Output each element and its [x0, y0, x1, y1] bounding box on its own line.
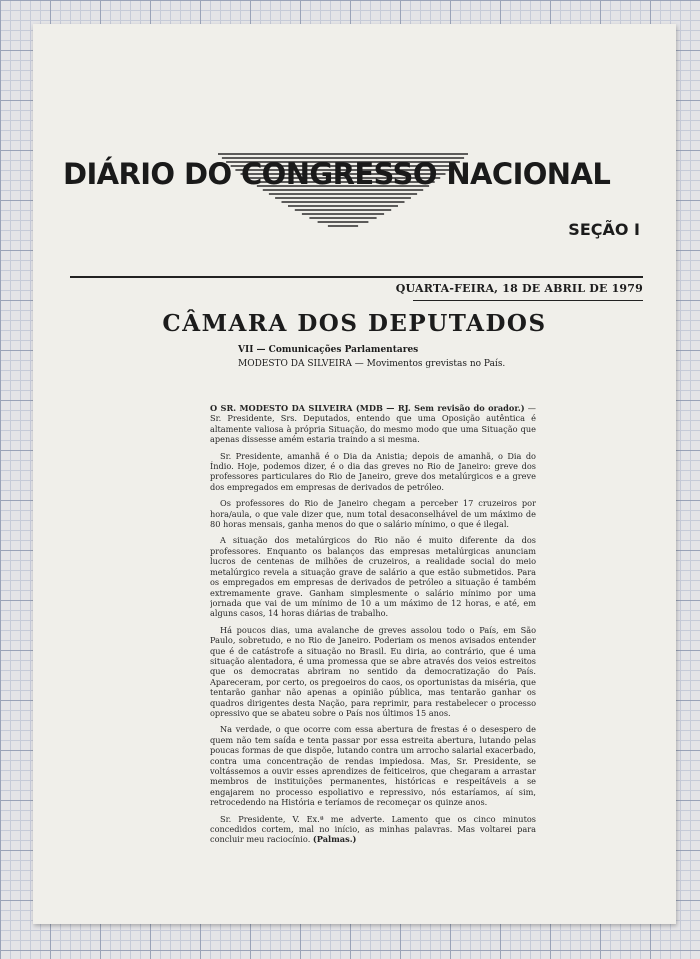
subheading — [238, 359, 505, 369]
subheading-topic: — Movimentos grevistas no País. — [354, 359, 506, 369]
section-heading: VII — Comunicações Parlamentares — [238, 345, 419, 355]
date-rule — [413, 300, 643, 301]
newspaper-page — [33, 24, 676, 924]
speech-column — [210, 403, 536, 873]
speech-lead-paragraph — [210, 403, 536, 445]
speech-closing: Sr. Presidente, V. Ex.ª me adverte. Lamento que os cinco minutos concedidos cortem, mal no início, as minhas palavras. Mas voltarei para concluir meu raciocínio. — [210, 813, 536, 845]
speech-paragraph: Os professores do Rio de Janeiro chegam a perceber 17 cruzeiros por hora/aula, o que vale dizer que, num total desaconselhável de um máximo de 80 horas mensais, ganha menos do que o salário mínimo, o que é ilegal. — [210, 498, 536, 530]
speech-paragraph: A situação dos metalúrgicos do Rio não é muito diferente da dos professores. Enquanto os balanços das empresas metalúrgicas anunciam lucros de centenas de milhões de cruzeiros, a realidade social do meio metalúrgico revela a situação grave de salário a que estão submetidos. Para os empregados em empresas de derivados de petróleo a situação é também extremamente grave. Ganham simplesmente o salário mínimo por uma jornada que vai de um mínimo de 10 a um máximo de 12 horas, e até, em alguns casos, 14 horas diárias de trabalho. — [210, 535, 536, 619]
speaker-intro: O SR. MODESTO DA SILVEIRA (MDB — RJ. Sem revisão do orador.) — [210, 403, 525, 413]
bleed-through-text — [283, 92, 423, 108]
chamber-title: CÂMARA DOS DEPUTADOS — [162, 310, 547, 337]
issue-date: QUARTA-FEIRA, 18 DE ABRIL DE 1979 — [395, 282, 643, 295]
speech-opening: — Sr. Presidente, Srs. Deputados, entendo que uma Oposição autêntica é altamente valiosa à própria Situação, do mesmo modo que uma Situação que apenas dissesse amém estaria traindo a si mesma. — [210, 403, 536, 445]
header-rule — [70, 276, 643, 278]
speech-paragraph: Na verdade, o que ocorre com essa abertura de frestas é o desespero de quem não tem saída e tenta passar por essa estreita abertura, lutando pelas poucas formas de que dispõe, lutando contra um arrocho salarial exacerbado, contra uma concentração de rendas impiedosa. Mas, Sr. Presidente, se voltássemos a ouvir esses aprendizes de feiticeiros, que chegaram a arrastar membros de instituições permanentes, históricas e respeitáveis a se engajarem no processo espoliativo e repressivo, nós estaríamos, aí sim, retrocedendo na História e teríamos de recomeçar os quinze anos. — [210, 724, 536, 808]
speech-closing-paragraph — [210, 814, 536, 845]
applause-note: (Palmas.) — [312, 834, 357, 845]
subheading-speaker: MODESTO DA SILVEIRA — [238, 359, 352, 369]
speech-paragraph: Há poucos dias, uma avalanche de greves assolou todo o País, em São Paulo, sobretudo, e no Rio de Janeiro. Poderiam os menos avisados entender que é de catástrofe a situação no Brasil. Eu diria, ao contrário, que é uma situação alentadora, é uma promessa que se abre através dos veios estreitos que os democratas abriram no sentido da democratização do País. Apareceram, por certo, os pregoeiros do caos, os oportunistas da miséria, que tentarão ganhar não apenas a opinião pública, mas tentarão ganhar os quadros dirigentes desta Nação, para reprimir, para restabelecer o processo opressivo que se abateu sobre o País nos últimos 15 anos. — [210, 624, 536, 718]
section-label: SEÇÃO I — [568, 220, 640, 239]
speech-paragraph: Sr. Presidente, amanhã é o Dia da Anistia; depois de amanhã, o Dia do Índio. Hoje, podemos dizer, é o dia das greves no Rio de Janeiro: greve dos professores particulares do Rio de Janeiro, greve dos metalúrgicos e a greve dos empregados em empresas de derivados de petróleo. — [210, 450, 536, 492]
masthead-title: DIÁRIO DO CONGRESSO NACIONAL — [63, 157, 611, 191]
